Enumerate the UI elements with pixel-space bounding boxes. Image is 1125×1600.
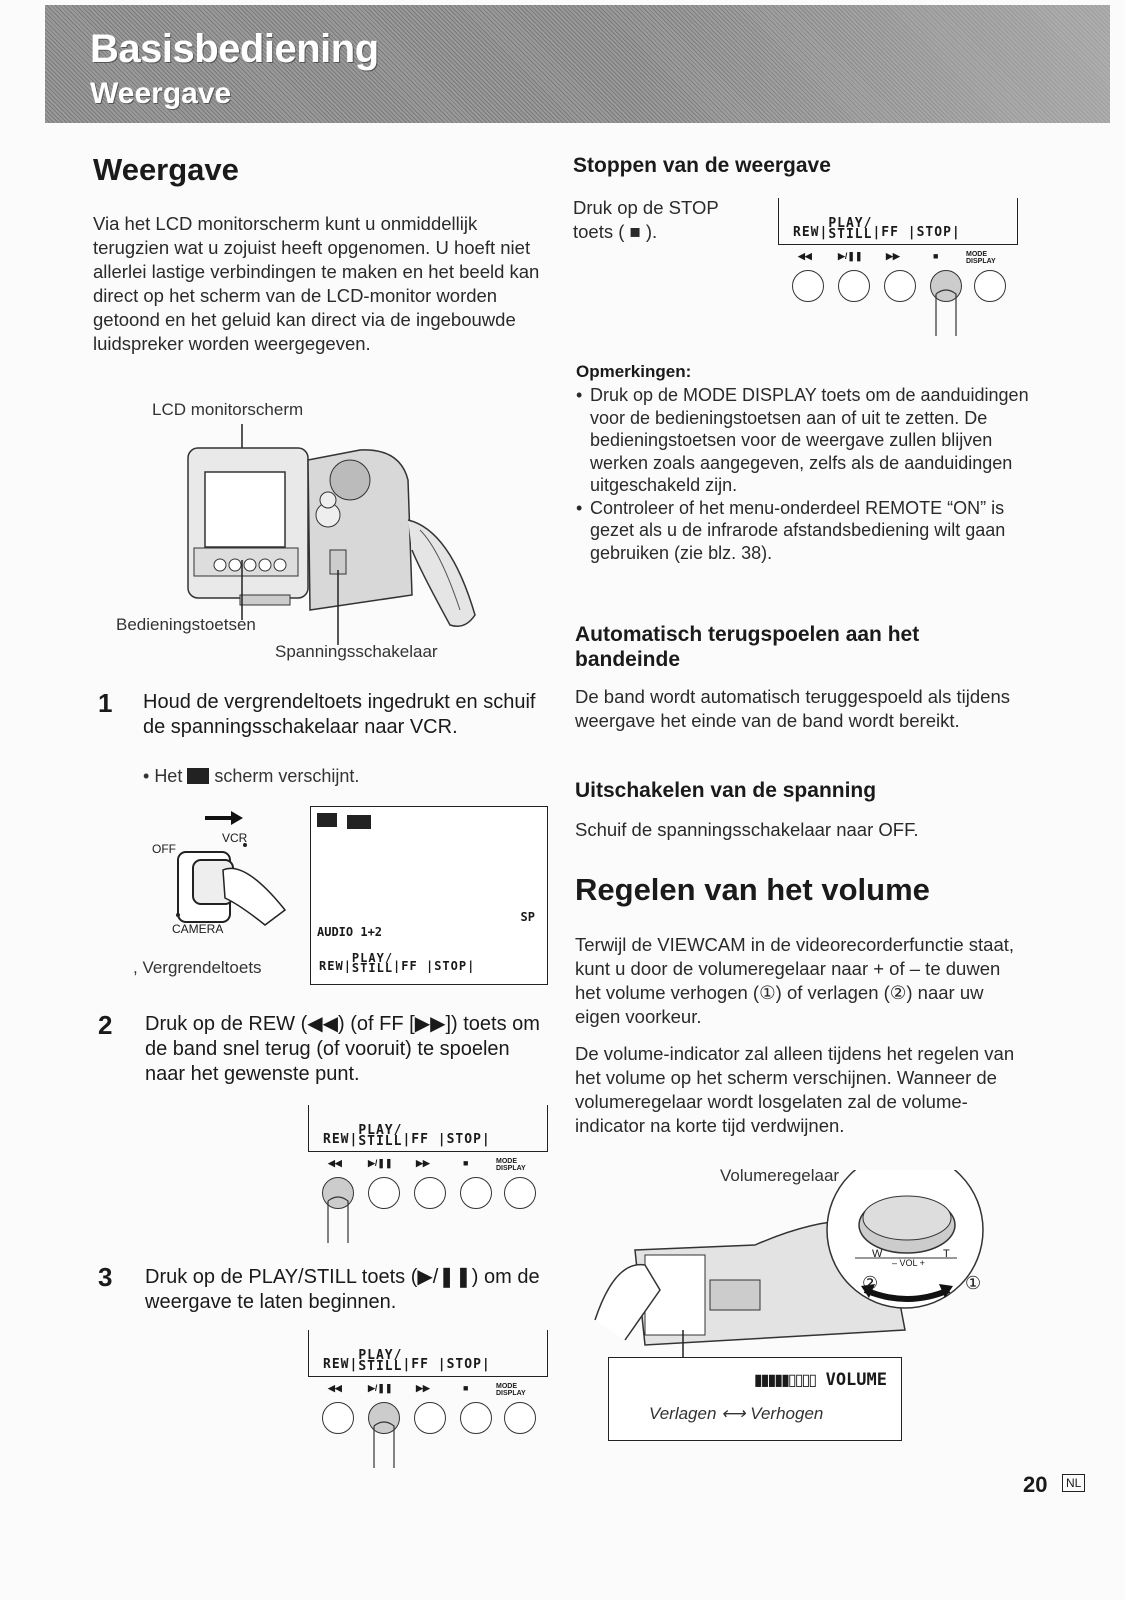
heading-uitschakelen: Uitschakelen van de spanning — [575, 779, 877, 802]
ctrl-rew-label: REW — [323, 1357, 350, 1372]
label-lcd-monitor: LCD monitorscherm — [152, 400, 304, 419]
stop-button[interactable] — [460, 1402, 492, 1434]
screen-control-labels: REW|PLAY/ STILL|FF |STOP| — [319, 951, 476, 975]
volume-paragraph-1: Terwijl de VIEWCAM in de videorecorderfunctie staat, kunt u door de volumeregelaar naar + of – te duwen het volume verhogen (①) of verlagen (②) naar uw eigen voorkeur. — [575, 934, 1015, 1027]
dial-w: W — [872, 1248, 883, 1260]
double-arrow-icon: ⟷ — [721, 1404, 746, 1423]
screen-play-top: PLAY/ — [351, 951, 394, 965]
sym-stop: ■ — [463, 1158, 469, 1168]
heading-weergave: Weergave — [93, 152, 239, 187]
dial-vol: – VOL + — [892, 1258, 925, 1268]
banner-fade — [630, 5, 1110, 123]
rew-button[interactable] — [792, 270, 824, 302]
stop-button[interactable] — [460, 1177, 492, 1209]
ctrl-play-top: PLAY/ — [358, 1123, 403, 1138]
volume-indicator-box — [608, 1357, 902, 1441]
volume-more: Verhogen — [750, 1404, 824, 1423]
sym-play: ▶/❚❚ — [368, 1158, 393, 1168]
section-subtitle: Weergave — [90, 77, 232, 110]
power-paragraph: Schuif de spanningsschakelaar naar OFF. — [575, 819, 919, 840]
label-bedieningstoetsen: Bedieningstoetsen — [116, 615, 256, 634]
step-3-number: 3 — [98, 1262, 113, 1292]
ctrl-play-top: PLAY/ — [828, 216, 873, 231]
play-still-button[interactable] — [368, 1177, 400, 1209]
ff-button[interactable] — [884, 270, 916, 302]
switch-label-camera: CAMERA — [172, 922, 224, 936]
sym-mode: MODE DISPLAY — [496, 1158, 526, 1172]
rew-button[interactable] — [322, 1402, 354, 1434]
sym-play: ▶/❚❚ — [368, 1383, 393, 1393]
volume-label: VOLUME — [825, 1370, 887, 1390]
control-bar-labels: REW|PLAY/ STILL|FF |STOP| — [323, 1348, 491, 1374]
label-vergrendeltoets: , Vergrendeltoets — [133, 958, 262, 977]
ctrl-stop-label: STOP — [446, 1357, 482, 1372]
finger-press-icon — [320, 1193, 360, 1243]
sym-ff: ▶▶ — [416, 1158, 430, 1168]
ctrl-play-bottom: STILL — [358, 1134, 403, 1149]
step-1-bullet-pre: Het — [154, 766, 183, 786]
sym-rew: ◀◀ — [328, 1383, 342, 1393]
sym-rew: ◀◀ — [798, 251, 812, 261]
screen-audio: AUDIO 1+2 — [317, 925, 383, 939]
dial-t: T — [943, 1248, 950, 1260]
ctrl-play-bottom: STILL — [828, 227, 873, 242]
control-bar-labels: REW|PLAY/ STILL|FF |STOP| — [323, 1123, 491, 1149]
step-1-number: 1 — [98, 688, 113, 718]
notes-list — [576, 384, 1036, 564]
play-still-button[interactable] — [838, 270, 870, 302]
stop-paragraph: Druk op de STOP toets ( ■ ). — [573, 197, 719, 242]
screen-rew: REW — [319, 959, 344, 973]
heading-stoppen: Stoppen van de weergave — [573, 154, 831, 177]
step-1-bullet-post: scherm verschijnt. — [214, 766, 360, 786]
sym-rew: ◀◀ — [328, 1158, 342, 1168]
language-badge: NL — [1062, 1474, 1085, 1492]
section-title: Basisbediening — [90, 27, 379, 71]
ctrl-rew-label: REW — [323, 1132, 350, 1147]
camcorder-illustration — [150, 420, 490, 645]
ctrl-play-bottom: STILL — [358, 1359, 403, 1374]
heading-volume: Regelen van het volume — [575, 872, 930, 907]
notes-section — [576, 362, 1036, 564]
sym-play: ▶/❚❚ — [838, 251, 863, 261]
sym-mode: MODE DISPLAY — [496, 1383, 526, 1397]
note-item: • Controleer of het menu-onderdeel REMOTE “ON” is gezet als u de infrarode afstandsbediening wilt gaan gebruiken (zie blz. 38). — [576, 497, 1036, 565]
volume-direction — [649, 1404, 823, 1424]
screen-play-bottom: STILL — [351, 961, 394, 975]
step-3-text: Druk op de PLAY/STILL toets (▶/❚❚) om de weergave te laten beginnen. — [145, 1266, 540, 1313]
step-2-text: Druk op de REW (◀◀) (of FF [▶▶]) toets om de band snel terug (of vooruit) te spoelen naar het gewenste punt. — [145, 1013, 540, 1085]
control-panel-stop — [778, 198, 1018, 338]
sym-stop: ■ — [463, 1383, 469, 1393]
ctrl-ff-label: FF — [411, 1357, 429, 1372]
ctrl-stop-label: STOP — [446, 1132, 482, 1147]
page-number: 20 — [1023, 1472, 1048, 1497]
finger-press-icon — [366, 1418, 406, 1468]
vcr-mode-icon — [317, 813, 337, 827]
power-switch-illustration — [145, 800, 300, 960]
screen-stop: STOP — [434, 959, 468, 973]
volume-indicator — [754, 1370, 887, 1390]
heading-automatisch-terugspoelen: Automatisch terugspoelen aan het bandeinde — [575, 623, 920, 671]
ctrl-ff-label: FF — [411, 1132, 429, 1147]
step-1-bullet: • Het scherm verschijnt. — [143, 766, 360, 786]
mode-display-button[interactable] — [974, 270, 1006, 302]
switch-label-off: OFF — [152, 842, 176, 856]
dial-two: ② — [862, 1273, 879, 1293]
section-banner — [45, 5, 1110, 123]
volume-bar-empty: ▯▯▯▯ — [787, 1372, 816, 1389]
finger-press-icon — [928, 286, 968, 336]
battery-icon — [347, 815, 371, 829]
switch-label-vcr: VCR — [222, 831, 248, 845]
sym-mode: MODE DISPLAY — [966, 251, 996, 265]
control-panel-step2 — [308, 1105, 548, 1245]
ff-button[interactable] — [414, 1177, 446, 1209]
volume-dial-illustration — [585, 1170, 985, 1365]
screen-sp: SP — [520, 910, 535, 924]
label-spanningsschakelaar: Spanningsschakelaar — [275, 642, 438, 661]
ctrl-stop-label: STOP — [916, 225, 952, 240]
ctrl-ff-label: FF — [881, 225, 899, 240]
label-vergrendeltoets-text: Vergrendeltoets — [142, 958, 262, 977]
sym-ff: ▶▶ — [886, 251, 900, 261]
screen-ff: FF — [401, 959, 418, 973]
label-volumeregelaar: Volumeregelaar — [720, 1166, 840, 1185]
ctrl-rew-label: REW — [793, 225, 820, 240]
step-2-number: 2 — [98, 1010, 113, 1040]
control-bar-labels: REW|PLAY/ STILL|FF |STOP| — [793, 216, 961, 242]
volume-bar-filled: ▮▮▮▮▮ — [753, 1372, 788, 1389]
screen-display — [310, 806, 548, 985]
mode-display-button[interactable] — [504, 1177, 536, 1209]
intro-paragraph: Via het LCD monitorscherm kunt u onmiddellijk terugzien wat u zojuist heeft opgenomen. U hoeft niet allerlei lastige verbindingen te maken en het beeld kan direct op het scherm van de LCD-monitor worden getoond en het geluid kan direct via de ingebouwde luidspreker worden weergegeven. — [93, 213, 540, 354]
sym-ff: ▶▶ — [416, 1383, 430, 1393]
control-panel-step3 — [308, 1330, 548, 1470]
volume-less: Verlagen — [649, 1404, 717, 1423]
dial-one: ① — [965, 1273, 982, 1293]
ff-button[interactable] — [414, 1402, 446, 1434]
note-item: • Druk op de MODE DISPLAY toets om de aanduidingen voor de bedieningstoetsen aan of uit te zetten. De bedieningstoetsen voor de weergave zullen blijven werken zoals aangegeven, zelfs als de aanduidingen uitgeschakeld zijn. — [576, 384, 1036, 497]
vcr-mode-icon — [187, 768, 209, 784]
step-1-text: Houd de vergrendeltoets ingedrukt en schuif de spanningsschakelaar naar VCR. — [143, 691, 536, 738]
ctrl-play-top: PLAY/ — [358, 1348, 403, 1363]
control-bar — [308, 1330, 548, 1377]
mode-display-button[interactable] — [504, 1402, 536, 1434]
notes-heading: Opmerkingen: — [576, 362, 692, 381]
rewind-paragraph: De band wordt automatisch teruggespoeld als tijdens weergave het einde van de band wordt bereikt. — [575, 686, 1011, 731]
control-bar — [778, 198, 1018, 245]
control-bar — [308, 1105, 548, 1152]
sym-stop: ■ — [933, 251, 939, 261]
volume-paragraph-2: De volume-indicator zal alleen tijdens het regelen van het volume op het scherm verschijnen. Wanneer de volumeregelaar wordt losgelaten zal de volume-indicator na korte tijd verdwijnen. — [575, 1043, 1015, 1136]
